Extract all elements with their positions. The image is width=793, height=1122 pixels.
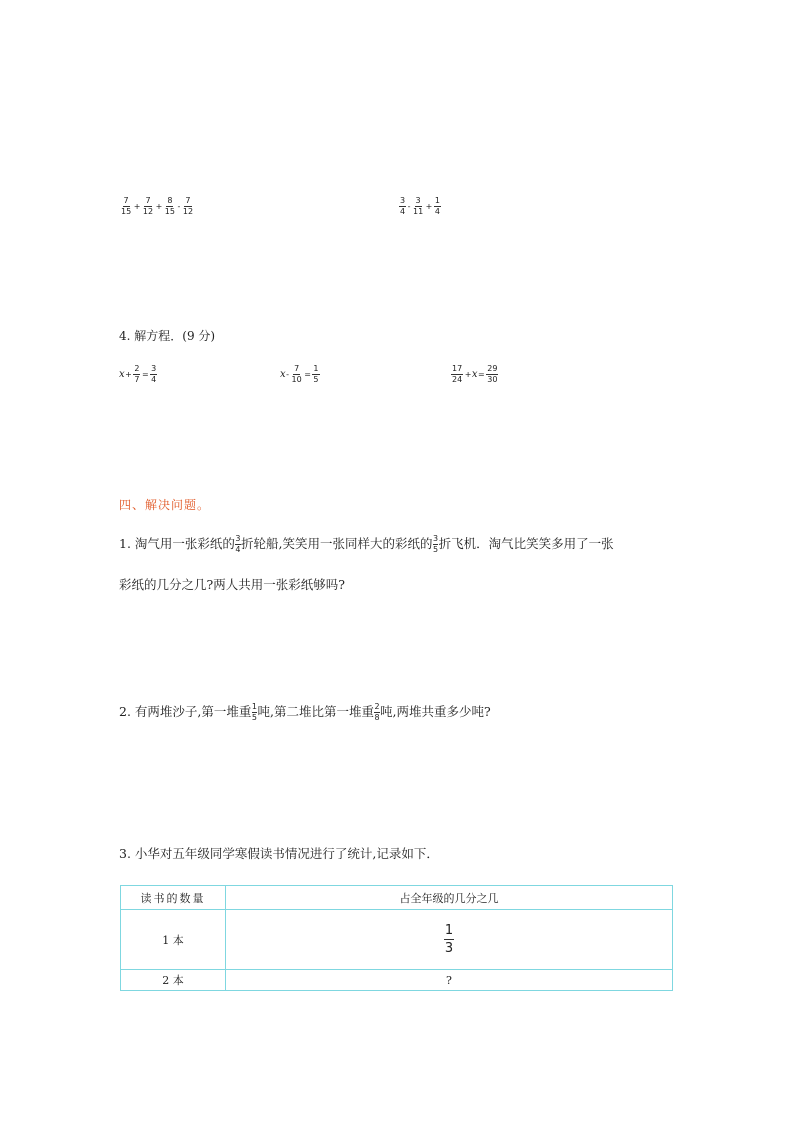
problem-text: 折飞机．淘气比笑笑多用了一张 xyxy=(438,536,614,552)
table-cell-value: ? xyxy=(226,970,673,991)
problem-1-line-2: 彩纸的几分之几?两人共用一张彩纸够吗? xyxy=(119,577,345,592)
operator: + xyxy=(425,201,433,211)
table-header-row xyxy=(121,886,673,910)
problem-text: 吨,两堆共重多少吨? xyxy=(380,704,491,720)
operator: - xyxy=(177,201,181,211)
operator: + xyxy=(155,201,163,211)
equation-2 xyxy=(280,365,321,384)
fraction: $\frac{1}{3}$ xyxy=(444,923,454,956)
problem-3: 3. 小华对五年级同学寒假读书情况进行了统计,记录如下． xyxy=(119,846,439,861)
operator: + xyxy=(125,369,132,379)
table-row xyxy=(121,910,673,970)
calc-expression-1 xyxy=(119,197,195,216)
fraction: $\frac{3}{4}$ xyxy=(400,196,406,216)
problem-1-line-1 xyxy=(119,535,614,554)
fraction: $\frac{1}{5}$ xyxy=(251,702,257,722)
fraction: $\frac{29}{30}$ xyxy=(487,364,498,384)
problem-2 xyxy=(119,703,491,722)
operator: - xyxy=(286,369,290,379)
table-cell-count: 2 本 xyxy=(121,970,226,991)
fraction: $\frac{3}{5}$ xyxy=(432,534,439,554)
variable-x: x xyxy=(471,368,478,380)
problem-text: 吨,第二堆比第一堆重 xyxy=(257,704,374,720)
calc-expression-2 xyxy=(398,197,442,216)
problem-text: 2. 有两堆沙子,第一堆重 xyxy=(119,704,252,720)
equation-3 xyxy=(450,365,499,384)
table-header-cell: 读书的数量 xyxy=(121,886,226,910)
problem-text: 1. 淘气用一张彩纸的 xyxy=(119,536,235,552)
fraction: $\frac{3}{11}$ xyxy=(412,196,424,216)
fraction: $\frac{7}{10}$ xyxy=(291,364,302,384)
q4-title: 4. 解方程．(9 分) xyxy=(119,329,216,343)
fraction: $\frac{1}{4}$ xyxy=(434,196,440,216)
operator: + xyxy=(133,201,141,211)
fraction: $\frac{3}{4}$ xyxy=(151,364,157,384)
equation-1 xyxy=(119,365,158,384)
stats-table xyxy=(120,885,673,991)
problem-text: 折轮船,笑笑用一张同样大的彩纸的 xyxy=(241,536,433,552)
operator: + xyxy=(464,369,472,379)
fraction: $\frac{17}{24}$ xyxy=(452,364,463,384)
variable-x: x xyxy=(280,368,286,380)
table-cell-count: 1 本 xyxy=(121,910,226,970)
fraction: $\frac{7}{12}$ xyxy=(142,196,154,216)
equals-sign: = xyxy=(304,369,311,379)
fraction: $\frac{1}{5}$ xyxy=(313,364,319,384)
fraction: $\frac{7}{15}$ xyxy=(121,196,132,216)
table-cell-fraction xyxy=(226,910,673,970)
fraction: $\frac{3}{4}$ xyxy=(235,534,241,554)
fraction: $\frac{2}{8}$ xyxy=(374,702,380,722)
fraction: $\frac{2}{7}$ xyxy=(134,364,140,384)
variable-x: x xyxy=(119,368,125,380)
table-header-cell: 占全年级的几分之几 xyxy=(226,886,673,910)
operator: - xyxy=(407,201,411,211)
section-title: 四、解决问题。 xyxy=(119,498,211,512)
equals-sign: = xyxy=(141,369,149,379)
table-row xyxy=(121,970,673,991)
fraction: $\frac{8}{15}$ xyxy=(164,196,175,216)
fraction: $\frac{7}{12}$ xyxy=(182,196,194,216)
equals-sign: = xyxy=(478,369,485,379)
